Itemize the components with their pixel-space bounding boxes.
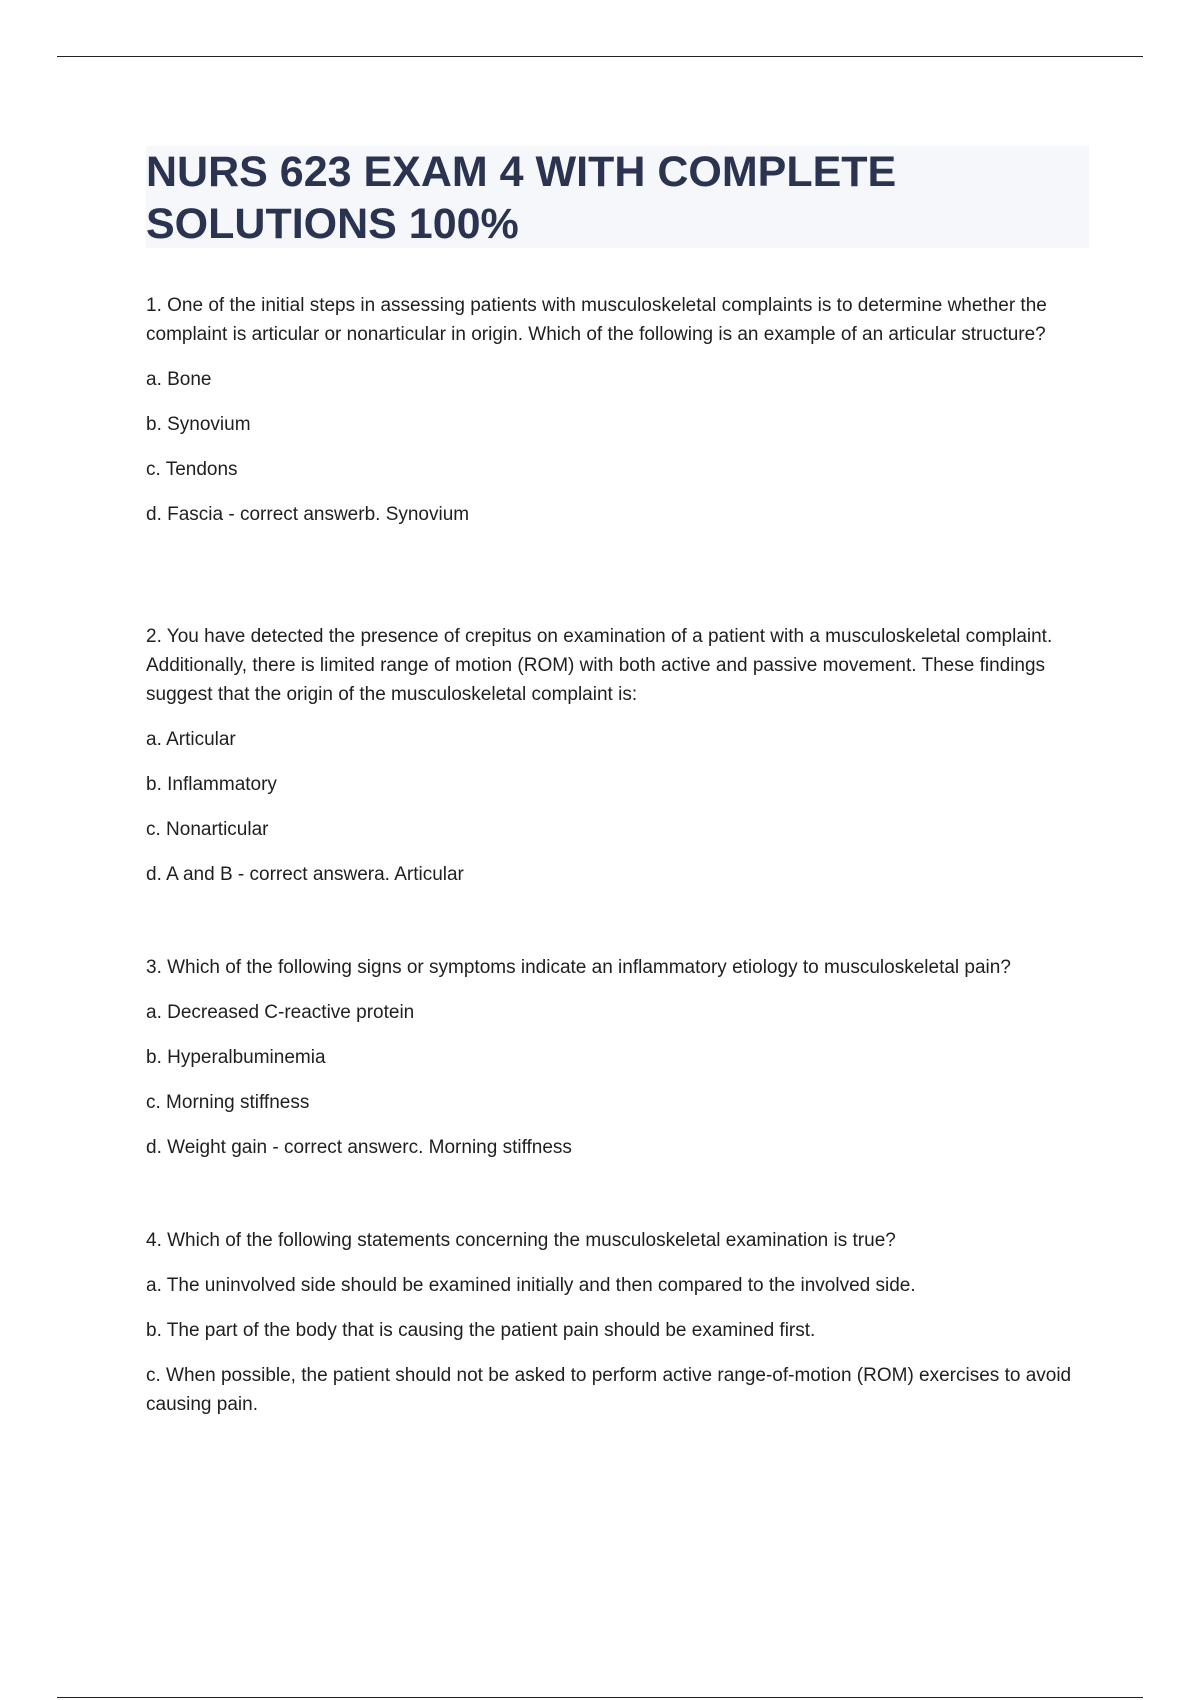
title-banner: [146, 146, 1089, 248]
question-text: 1. One of the initial steps in assessing patients with musculoskeletal complaints is to determine whether the complaint is articular or nonarticular in origin. Which of the following is an example of an articular structure?: [146, 295, 1047, 345]
title-line-1: NURS 623 EXAM 4 WITH COMPLETE: [146, 148, 897, 196]
option-d-with-answer: d. Weight gain - correct answerc. Morning stiffness: [146, 1137, 572, 1158]
title-line-2: SOLUTIONS 100%: [146, 200, 519, 248]
answer-options: [146, 365, 1091, 529]
option-c: c. Morning stiffness: [146, 1092, 310, 1113]
option-b: b. Inflammatory: [146, 774, 277, 795]
question-2: [146, 622, 1091, 889]
option-a: a. Decreased C-reactive protein: [146, 1002, 415, 1023]
option-c: c. Nonarticular: [146, 819, 269, 840]
answer-options: [146, 998, 1091, 1162]
question-text: 4. Which of the following statements concerning the musculoskeletal examination is true?: [146, 1230, 896, 1251]
question-text: 3. Which of the following signs or symptoms indicate an inflammatory etiology to musculoskeletal pain?: [146, 957, 1011, 978]
option-a: a. Articular: [146, 729, 236, 750]
option-b: b. Synovium: [146, 414, 251, 435]
page-title: [146, 146, 896, 250]
option-a: a. Bone: [146, 369, 212, 390]
option-c: c. Tendons: [146, 459, 238, 480]
option-c: c. When possible, the patient should not be asked to perform active range-of-motion (ROM) exercises to avoid causing pain.: [146, 1365, 1072, 1415]
option-d-with-answer: d. A and B - correct answera. Articular: [146, 864, 464, 885]
option-d-with-answer: d. Fascia - correct answerb. Synovium: [146, 504, 470, 525]
question-4: [146, 1226, 1091, 1419]
answer-options: [146, 1271, 1091, 1419]
bottom-rule: [57, 1697, 1143, 1698]
option-a: a. The uninvolved side should be examined initially and then compared to the involved side.: [146, 1275, 916, 1296]
option-b: b. Hyperalbuminemia: [146, 1047, 326, 1068]
option-b: b. The part of the body that is causing the patient pain should be examined first.: [146, 1320, 816, 1341]
answer-options: [146, 725, 1091, 889]
question-3: [146, 953, 1091, 1162]
top-rule: [57, 56, 1143, 57]
question-text: 2. You have detected the presence of crepitus on examination of a patient with a musculoskeletal complaint. Additionally, there is limited range of motion (ROM) with both active and passive movement. These findings suggest that the origin of the musculoskeletal complaint is:: [146, 626, 1053, 705]
question-1: [146, 291, 1091, 529]
